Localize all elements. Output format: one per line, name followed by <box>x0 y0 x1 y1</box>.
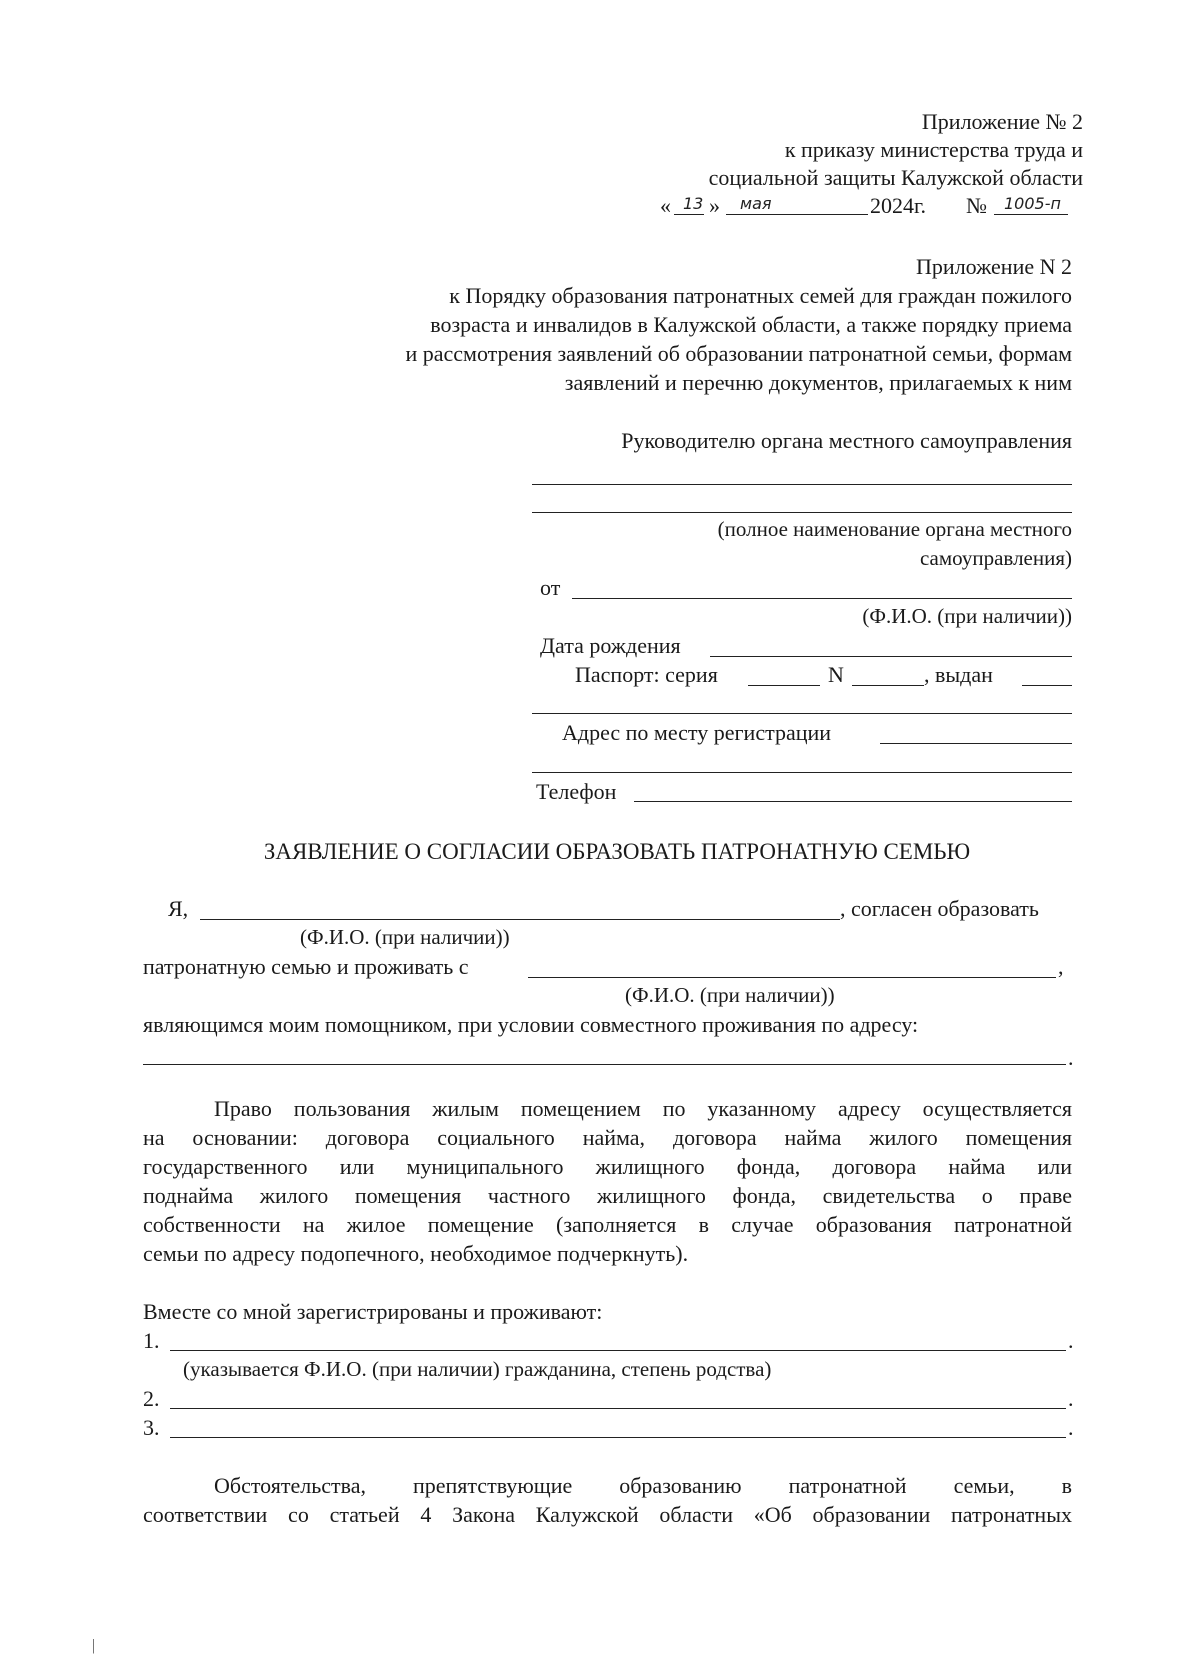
margin-mark: | <box>92 1637 96 1654</box>
document-title: ЗАЯВЛЕНИЕ О СОГЛАСИИ ОБРАЗОВАТЬ ПАТРОНАТНУЮ СЕМЬЮ <box>263 839 971 864</box>
date-month-handwritten: мая <box>740 194 772 213</box>
appendix-line-1: к Порядку образования патронатных семей для граждан пожилого <box>449 283 1072 308</box>
passport-series-line <box>748 685 820 686</box>
statement-period: . <box>1068 1045 1074 1070</box>
address-label: Адрес по месту регистрации <box>562 720 832 745</box>
address-line-2 <box>532 772 1072 773</box>
rights-line-2: на основании: договора социального найма, договора найма жилого помещения <box>143 1125 1072 1150</box>
passport-series-label: Паспорт: серия <box>575 662 718 687</box>
passport-issued-line-2 <box>532 713 1072 714</box>
rights-line-6: семьи по адресу подопечного, необходимое подчеркнуть). <box>143 1241 689 1266</box>
rights-line-3: государственного или муниципального жилищного фонда, договора найма или <box>143 1154 1072 1179</box>
approval-line-3: социальной защиты Калужской области <box>708 165 1083 190</box>
addressee-to: Руководителю органа местного самоуправления <box>621 428 1072 453</box>
org-caption-2: самоуправления) <box>919 546 1072 570</box>
phone-line <box>634 801 1072 802</box>
number-underline <box>994 214 1068 215</box>
from-fio-line <box>572 598 1072 599</box>
appendix-line-3: и рассмотрения заявлений об образовании патронатной семьи, формам <box>405 341 1072 366</box>
statement-helper-text: являющимся моим помощником, при условии совместного проживания по адресу: <box>143 1012 919 1037</box>
date-month-underline <box>726 214 868 215</box>
date-day-underline <box>674 214 704 215</box>
address-line-1 <box>880 743 1072 744</box>
registered-caption: (указывается Ф.И.О. (при наличии) гражданина, степень родства) <box>183 1357 772 1381</box>
approval-line-2: к приказу министерства труда и <box>784 137 1083 162</box>
passport-number-label: N <box>828 662 844 687</box>
birth-date-label: Дата рождения <box>540 633 681 658</box>
statement-helper-caption: (Ф.И.О. (при наличии)) <box>625 983 835 1007</box>
registered-item-3-period: . <box>1068 1415 1074 1440</box>
rights-line-1: Право пользования жилым помещением по указанному адресу осуществляется <box>214 1096 1072 1121</box>
registered-item-2-line <box>170 1408 1066 1409</box>
rights-line-5: собственности на жилое помещение (заполняется в случае образования патронатной <box>143 1212 1072 1237</box>
date-open-quote: « <box>660 193 671 218</box>
registered-item-3-number: 3. <box>143 1415 160 1440</box>
date-year: 2024г. <box>870 193 927 218</box>
approval-line-1: Приложение № 2 <box>921 109 1083 134</box>
number-handwritten: 1005-п <box>1004 194 1061 213</box>
phone-label: Телефон <box>536 779 617 804</box>
org-caption-1: (полное наименование органа местного <box>717 517 1072 541</box>
appendix-line-4: заявлений и перечню документов, прилагаемых к ним <box>564 370 1072 395</box>
registered-item-1-number: 1. <box>143 1328 160 1353</box>
registered-item-2-number: 2. <box>143 1386 160 1411</box>
birth-date-line <box>710 656 1072 657</box>
passport-number-line <box>852 685 924 686</box>
statement-address-line <box>143 1064 1066 1065</box>
statement-i: Я, <box>168 896 189 921</box>
statement-fio-caption: (Ф.И.О. (при наличии)) <box>300 925 510 949</box>
statement-live-with: патронатную семью и проживать с <box>143 954 469 979</box>
passport-issued-line <box>1022 685 1072 686</box>
statement-helper-line <box>528 977 1056 978</box>
registered-item-1-period: . <box>1068 1328 1074 1353</box>
rights-line-4: поднайма жилого помещения частного жилищного фонда, свидетельства о праве <box>143 1183 1072 1208</box>
appendix-line-2: возраста и инвалидов в Калужской области, а также порядку приема <box>430 312 1072 337</box>
statement-comma: , <box>1058 954 1064 979</box>
org-name-line-1 <box>532 484 1072 485</box>
number-label: № <box>966 193 987 218</box>
appendix-title: Приложение N 2 <box>916 254 1072 279</box>
registered-item-1-line <box>170 1350 1066 1351</box>
registered-heading: Вместе со мной зарегистрированы и проживают: <box>143 1299 603 1324</box>
passport-issued-label: , выдан <box>924 662 993 687</box>
org-name-line-2 <box>532 512 1072 513</box>
date-close-quote: » <box>709 193 720 218</box>
circumstances-line-2: соответствии со статьей 4 Закона Калужской области «Об образовании патронатных <box>143 1502 1072 1527</box>
from-fio-caption: (Ф.И.О. (при наличии)) <box>862 604 1072 628</box>
from-label: от <box>540 575 561 600</box>
registered-item-3-line <box>170 1437 1066 1438</box>
statement-agree: , согласен образовать <box>840 896 1039 921</box>
date-day-handwritten: 13 <box>683 194 704 213</box>
registered-item-2-period: . <box>1068 1386 1074 1411</box>
statement-fio-line <box>200 919 840 920</box>
circumstances-line-1: Обстоятельства, препятствующие образованию патронатной семьи, в <box>214 1473 1072 1498</box>
